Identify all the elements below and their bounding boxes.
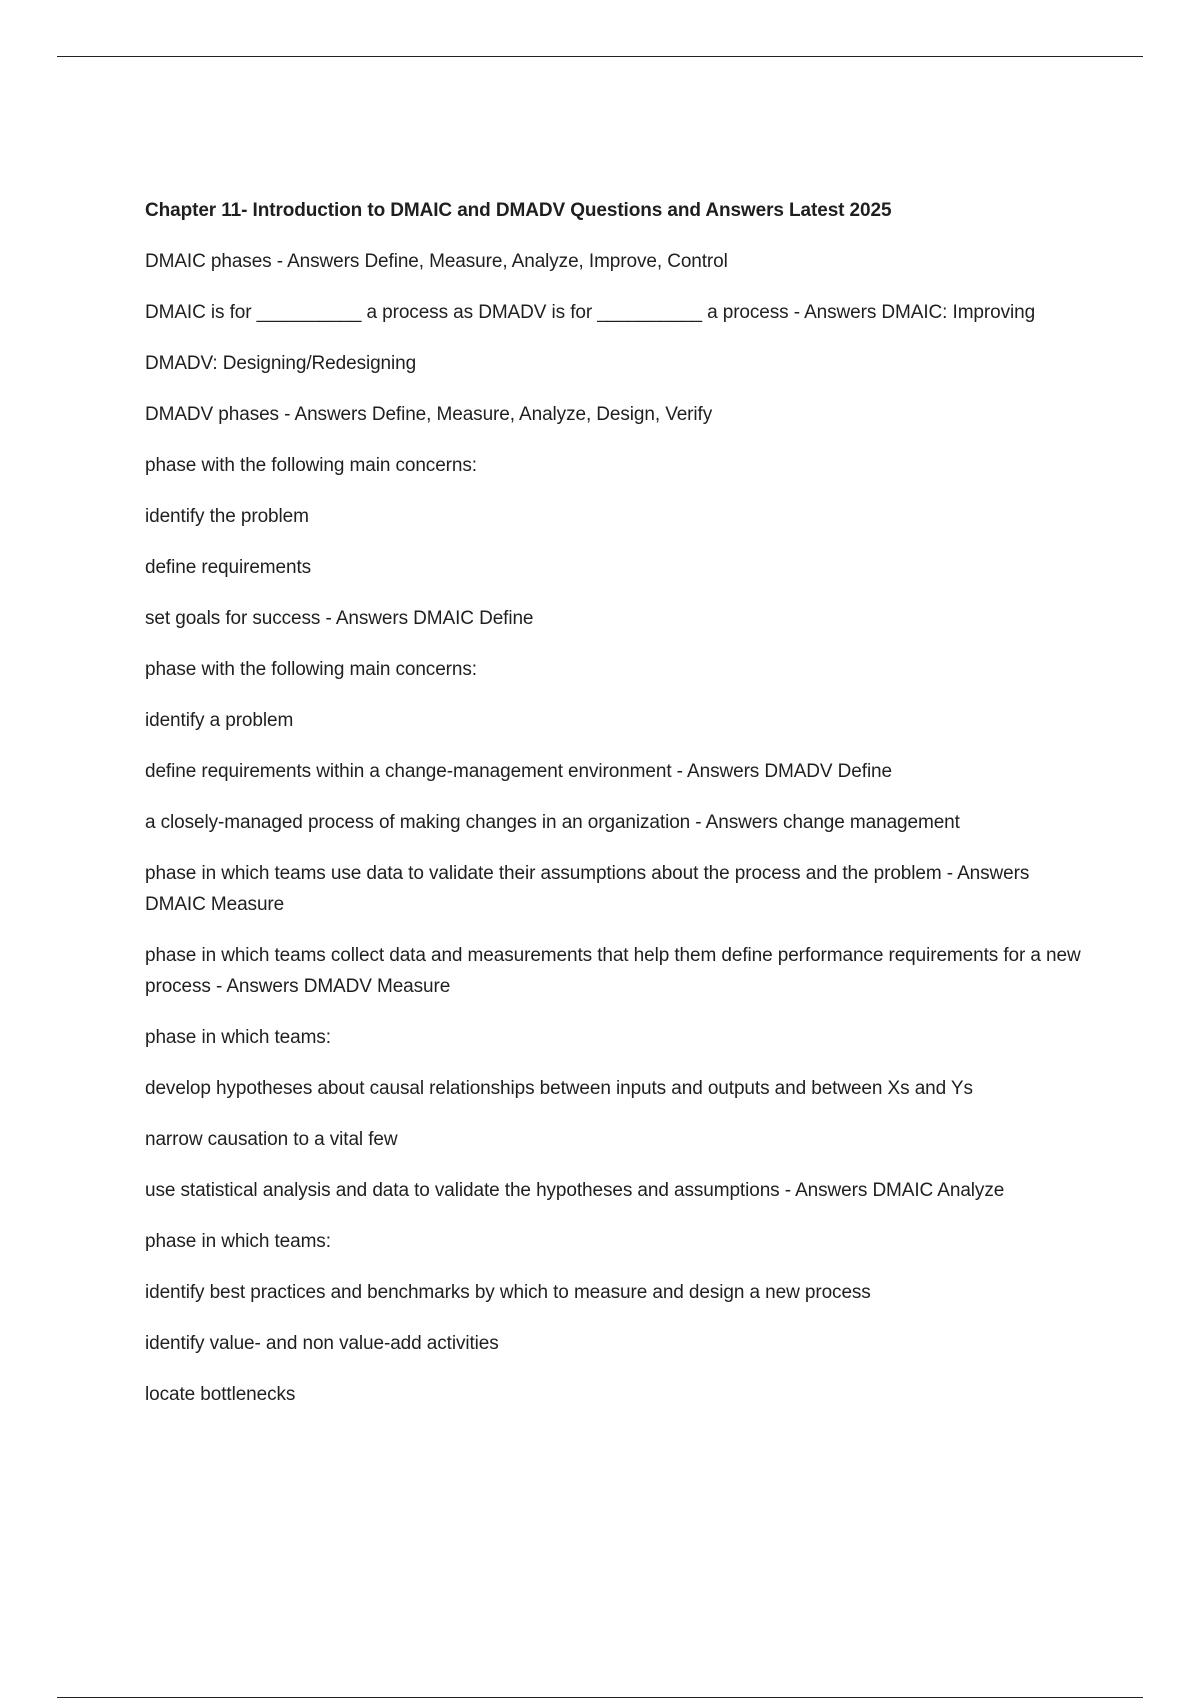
paragraph: set goals for success - Answers DMAIC Define <box>145 608 534 629</box>
paragraph: define requirements within a change-management environment - Answers DMADV Define <box>145 761 892 782</box>
paragraph: narrow causation to a vital few <box>145 1129 398 1150</box>
paragraph: use statistical analysis and data to validate the hypotheses and assumptions - Answers DMAIC Analyze <box>145 1180 1005 1201</box>
paragraph: phase in which teams: <box>145 1231 331 1252</box>
paragraph: phase with the following main concerns: <box>145 659 477 680</box>
paragraph: locate bottlenecks <box>145 1384 296 1405</box>
paragraph: identify value- and non value-add activities <box>145 1333 499 1354</box>
paragraph: DMADV: Designing/Redesigning <box>145 353 417 374</box>
paragraph: DMAIC is for __________ a process as DMADV is for __________ a process - Answers DMAIC: Improving <box>145 302 1036 323</box>
paragraph: a closely-managed process of making changes in an organization - Answers change management <box>145 812 960 833</box>
document-title: Chapter 11- Introduction to DMAIC and DMADV Questions and Answers Latest 2025 <box>145 200 892 221</box>
paragraph: DMADV phases - Answers Define, Measure, Analyze, Design, Verify <box>145 404 713 425</box>
document-body <box>145 196 1085 1430</box>
paragraph: identify a problem <box>145 710 294 731</box>
paragraph: phase in which teams use data to validate their assumptions about the process and the problem - Answers DMAIC Measure <box>145 863 1030 915</box>
paragraph: define requirements <box>145 557 312 578</box>
paragraph: DMAIC phases - Answers Define, Measure, Analyze, Improve, Control <box>145 251 728 272</box>
paragraph: phase in which teams collect data and measurements that help them define performance requirements for a new process - Answers DMADV Measure <box>145 945 1081 997</box>
paragraph: develop hypotheses about causal relationships between inputs and outputs and between Xs and Ys <box>145 1078 973 1099</box>
header-rule <box>57 56 1143 57</box>
paragraph: phase in which teams: <box>145 1027 331 1048</box>
paragraph: identify the problem <box>145 506 309 527</box>
paragraph: identify best practices and benchmarks by which to measure and design a new process <box>145 1282 871 1303</box>
paragraph: phase with the following main concerns: <box>145 455 477 476</box>
footer-rule <box>57 1697 1143 1698</box>
